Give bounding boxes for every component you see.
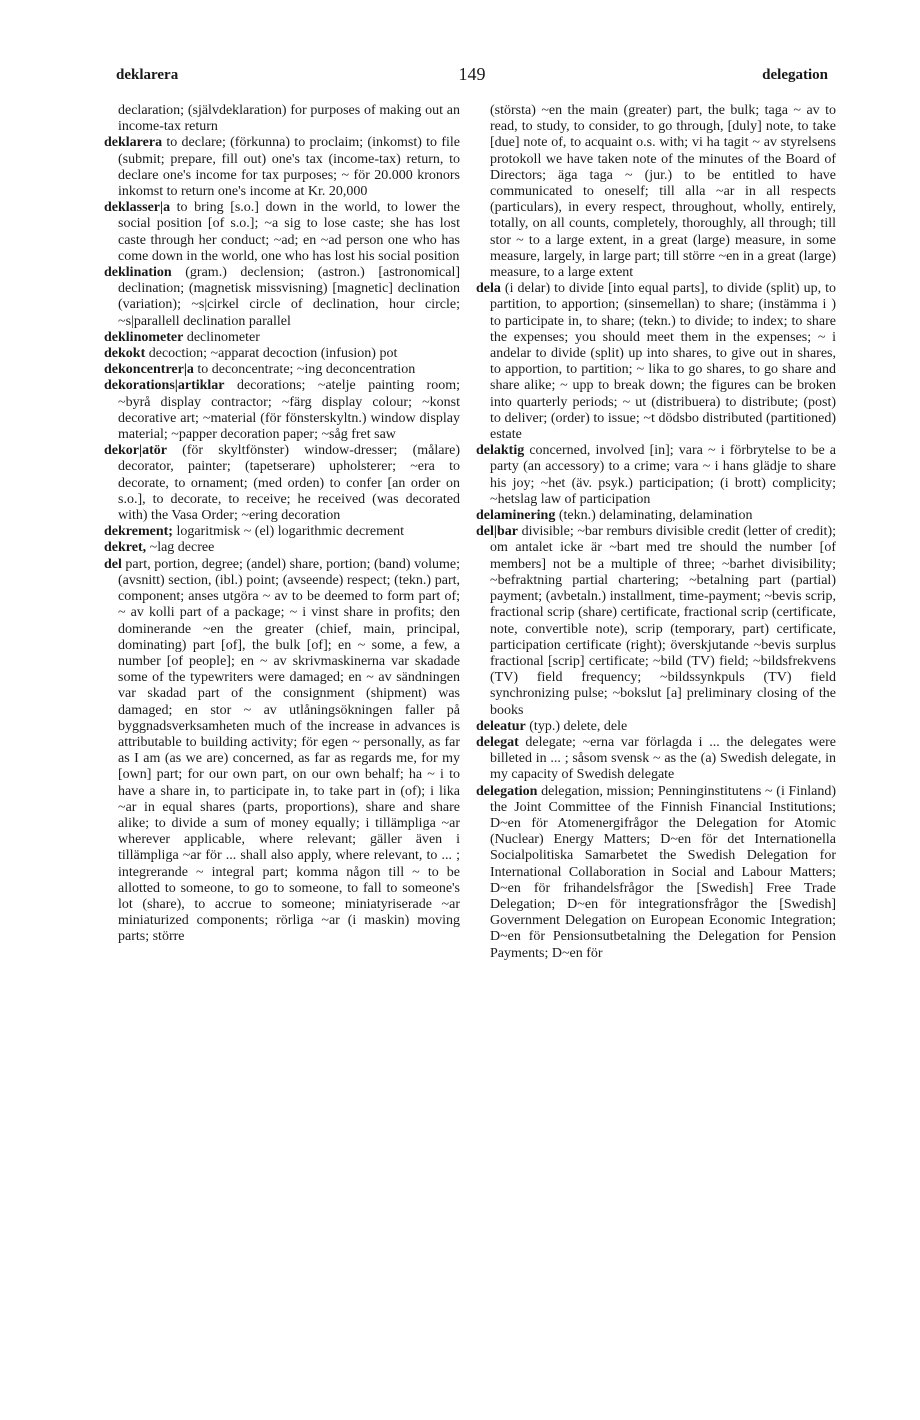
entry-definition: decoction; ~apparat decoction (infusion) pot [145, 346, 398, 362]
dictionary-entry [104, 103, 460, 135]
entry-headword: deklinometer [104, 329, 184, 345]
dictionary-entry [104, 443, 460, 524]
entry-headword: deleatur [476, 718, 526, 734]
dictionary-entry [476, 103, 836, 281]
entry-definition: concerned, involved [in]; vara ~ i förbrytelse to be a party (an accessory) to a crime; vara ~ i hans glädje to share his joy; ~het (äv. psyk.) participation; (i brott) complicity; ~hetslag law of participation [490, 443, 836, 507]
dictionary-entry [476, 719, 836, 735]
dictionary-entry [104, 540, 460, 556]
entry-headword: dekrement; [104, 524, 173, 540]
dictionary-entry [104, 524, 460, 540]
header-right-guide-word: delegation [762, 67, 828, 83]
entry-definition: (gram.) declension; (astron.) [astronomical] declination; (magnetisk missvisning) [magnetic] declination (variation); ~s|cirkel circle of declination, hour circle; ~s|parallell declination parallel [118, 265, 460, 329]
dictionary-entry [104, 265, 460, 330]
entry-headword: del|bar [476, 524, 518, 540]
dictionary-entry [476, 508, 836, 524]
entry-definition: logaritmisk ~ (el) logarithmic decrement [172, 524, 405, 540]
right-column [476, 103, 836, 962]
entry-headword: dekokt [104, 346, 146, 362]
entry-definition: (i delar) to divide [into equal parts], to divide (split) up, to partition, to apportion; (sinsemellan) to share; (instämma i ) to participate in, to share; (tekn.) to divide; to index; to share the expenses; you should meet them in the expenses; ~ i andelar to divide (split) up into shares, to give out in shares, to apportion, to partition; ~ lika to go shares, to go share and share alike; ~ upp to break down; the figures can be broken into quarterly periods; ~ ut (distribuera) to distribute; (post) to deliver; (order) to issue; ~t dödsbo distributed (partitioned) estate [490, 281, 836, 443]
dictionary-entry [104, 557, 460, 946]
dictionary-entry [104, 346, 460, 362]
entry-headword: deklarera [104, 135, 163, 151]
entry-definition: declaration; (självdeklaration) for purposes of making out an income-tax return [118, 103, 460, 135]
entry-definition: (för skyltfönster) window-dresser; (målare) decorator, painter; (tapetserare) upholsterer; ~era to decorate, to ornament; (med orden) to confer [an order on s.o.], to decorate, to receive; he received (was decorated with) the Vasa Order; ~ering decoration [118, 443, 460, 524]
entry-headword: dela [476, 281, 501, 297]
dictionary-entry [476, 281, 836, 443]
entry-definition: part, portion, degree; (andel) share, portion; (band) volume; (avsnitt) section, (ibl.) point; (avseende) respect; (tekn.) part, component; anses utgöra ~ av to be deemed to form part of; ~ av kolli part of a package; ~ i vinst share in profits; den dominerande ~en the greater (chief, main, principal, dominating) part [of], the bulk [of]; en ~ some, a few, a number [of people]; en ~ av skrivmaskinerna var skadade some of the typewriters were damaged; en ~ av sändningen var skadad part of the consignment (shipment) was damaged; en stor ~ av utlåningsökningen faller på byggnadsverksamheten much of the increase in advances is attributable to building activity; för egen ~ personally, as far as I am (as we are) concerned, as far as regards me, for my [own] part; for our own part, on our own behalf; ha ~ i to have a share in, to participate in, to take part in (of); i lika ~ar in equal shares (parts, proportions), share and share alike; to divide a sum of money equally; i tillämpliga ~ar wherever applicable, where relevant; gäller även i tillämpliga ~ar för ... shall also apply, where relevant, to ... ; integrerande ~ integral part; komma någon till ~ to be allotted to someone, to go to someone, to fall to someone's lot (share), to accrue to someone; miniatyriserade ~ar miniaturized components; rörliga ~ar (i maskin) moving parts; större [118, 556, 460, 945]
header-left-guide-word: deklarera [116, 67, 179, 83]
entry-headword: dekorations|artiklar [104, 378, 225, 394]
entry-definition: declinometer [183, 329, 260, 345]
dictionary-entry [104, 330, 460, 346]
entry-definition: divisible; ~bar remburs divisible credit (letter of credit); om antalet icke är ~bart med tre should the number [of members] not be a multiple of three; ~barhet divisibility; ~befraktning partial chartering; ~betalning part (partial) payment; (avbetaln.) installment, time-payment; ~bevis scrip, fractional scrip (share) certificate, fractional scrip (certificate, note, convertible note), scrip (temporary, part) certificate, participation certificate (right); överskjutande ~bevis surplus fractional [scrip] certificate; ~bild (TV) field; ~bildsfrekvens (TV) field frequency; ~bildssynkpuls (TV) field synchronizing pulse; ~bokslut [a] preliminary closing of the books [490, 524, 836, 718]
dictionary-entry [104, 135, 460, 200]
entry-headword: delaminering [476, 508, 556, 524]
entry-headword: del [104, 556, 122, 572]
dictionary-entry [104, 200, 460, 265]
entry-definition: to declare; (förkunna) to proclaim; (inkomst) to file (submit; prepare, fill out) one's tax (income-tax) return, to declare one's income for tax purposes; ~ för 20.000 kronors inkomst to return one's income at Kr. 20,000 [118, 135, 460, 200]
entry-definition: (typ.) delete, dele [525, 718, 628, 734]
dictionary-entry [476, 443, 836, 508]
entry-headword: dekret, [104, 540, 147, 556]
entry-headword: delegation [476, 783, 538, 799]
entry-headword: delegat [476, 734, 519, 750]
entry-definition: to bring [s.o.] down in the world, to lower the social position [of s.o.]; ~a sig to lose caste; she has lost caste through her conduct; ~ad; en ~ad person one who has come down in the world, one who has lost his social position [118, 200, 460, 264]
entry-headword: deklination [104, 265, 172, 281]
entry-definition: (tekn.) delaminating, delamination [555, 508, 753, 524]
entry-headword: delaktig [476, 443, 525, 459]
entry-definition: ~lag decree [146, 540, 215, 556]
dictionary-entry [476, 524, 836, 718]
dictionary-entry [476, 784, 836, 962]
dictionary-entry [104, 362, 460, 378]
entry-definition: decorations; ~atelje painting room; ~byrå display contractor; ~färg display colour; ~konst decorative art; ~material (för fönsterskyltn.) window display material; ~papper decoration paper; ~såg fret saw [118, 378, 460, 443]
entry-definition: delegate; ~erna var förlagda i ... the delegates were billeted in ... ; såsom svensk ~ as the (a) Swedish delegate, in my capacity of Swedish delegate [490, 734, 836, 783]
entry-definition: delegation, mission; Penninginstitutens ~ (i Finland) the Joint Committee of the Finnish Financial Institutions; D~en för Atomenergifrågor the Delegation for Atomic (Nuclear) Energy Matters; D~en för det Internationella Socialpolitiska Samarbetet the Swedish Delegation for International Collaboration in Social and Labour Matters; D~en för frihandelsfrågor the [Swedish] Free Trade Delegation; D~en för integrationsfrågor the [Swedish] Government Delegation on European Economic Integration; D~en för Pensionsutbetalning the Delegation for Pension Payments; D~en för [490, 783, 836, 961]
dictionary-entry [104, 378, 460, 443]
entry-headword: dekoncentrer|a [104, 362, 194, 378]
entry-headword: dekor|atör [104, 443, 167, 459]
page-header [116, 64, 828, 88]
left-column [104, 103, 460, 946]
entry-headword: deklasser|a [104, 200, 171, 216]
page-number: 149 [458, 64, 486, 84]
dictionary-entry [476, 735, 836, 784]
entry-definition: to deconcentrate; ~ing deconcentration [193, 362, 416, 378]
entry-definition: (största) ~en the main (greater) part, the bulk; taga ~ av to read, to study, to consider, to go through, [duly] note, to take [due] note of, to acquaint o.s. with; vi ha tagit ~ av styrelsens protokoll we have taken note of the minutes of the Board of Directors; äga taga ~ (jur.) to be entitled to have communicated to oneself; till alla ~ar in all respects (particulars), in every respect, throughout, wholly, entirely, totally, on all counts, completely, thoroughly, all through; till stor ~ to a large extent, in a great (large) measure, in some measure, largely, in large part; till större ~en in a great (large) measure, to a large extent [490, 103, 836, 281]
